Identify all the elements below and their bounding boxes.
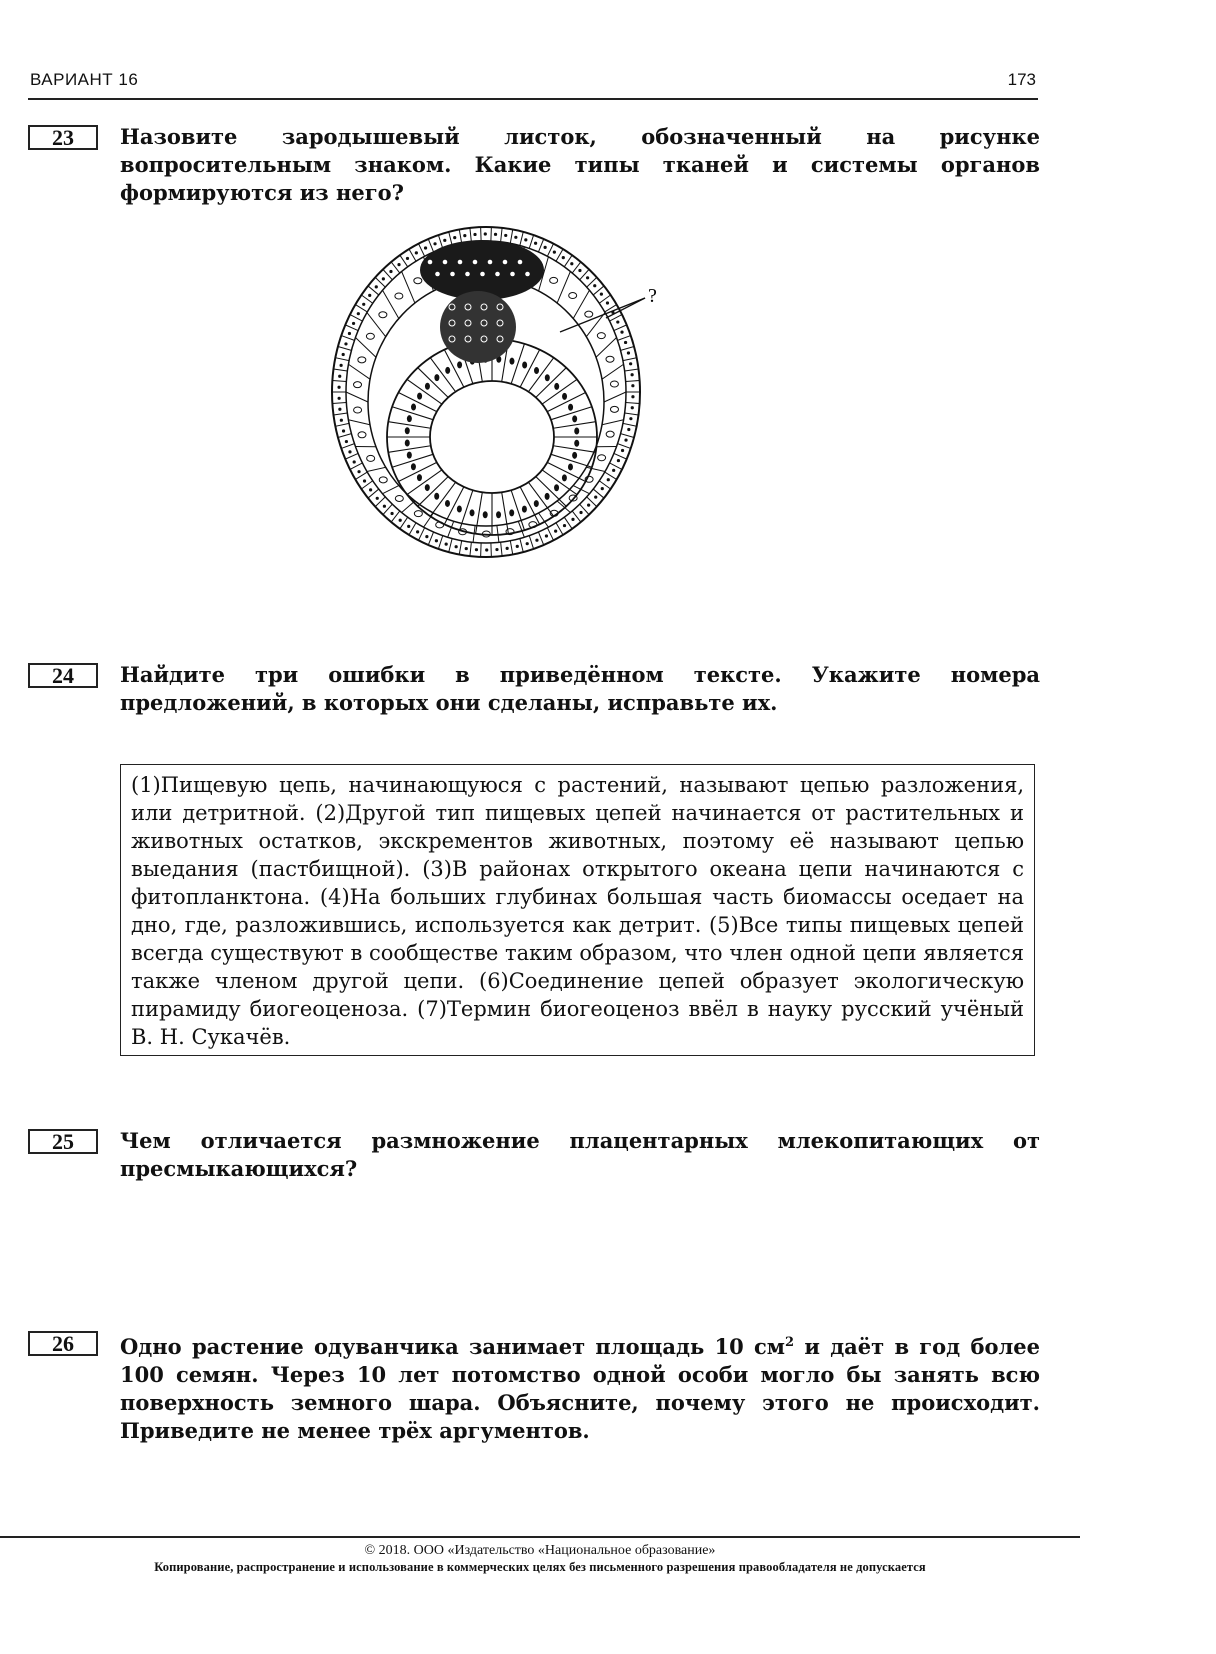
variant-label: ВАРИАНТ 16 (30, 70, 139, 89)
task-number-box: 26 (28, 1331, 98, 1356)
task-number-box: 25 (28, 1129, 98, 1154)
endoderm-layer (387, 339, 597, 535)
task-number-box: 24 (28, 663, 98, 688)
pointer-lines (560, 298, 645, 332)
footer-divider (0, 1536, 1080, 1538)
question-marker: ? (648, 285, 657, 307)
task-text: Найдите три ошибки в приведённом тексте. Укажите номера предложений, в которых они сделаны, исправьте их. (120, 662, 1040, 715)
footer-copyright: © 2018. ООО «Издательство «Национальное образование» (364, 1543, 716, 1558)
page-number: 173 (1007, 70, 1036, 89)
page-header (28, 68, 1038, 100)
excerpt-text: (1)Пищевую цепь, начинающуюся с растений, называют цепью разложения, или детритной. (2)Другой тип пищевых цепей начинается от растительных и животных остатков, экскрементов животных, поэтому её называют цепью выедания (пастбищной). (3)В районах открытого океана цепи начинаются с фитопланктона. (4)На больших глубинах большая часть биомассы оседает на дно, где, разложившись, используется как детрит. (5)Все типы пищевых цепей всегда существуют в сообществе таким образом, что член одной цепи является также членом другой цепи. (6)Соединение цепей образует экологическую пирамиду биогеоценоза. (7)Термин биогеоценоз ввёл в науку русский учёный В. Н. Сукачёв. (131, 773, 1024, 1049)
task-text: Назовите зародышевый листок, обозначенный на рисунке вопросительным знаком. Какие типы тканей и системы органов формируются из него? (120, 124, 1040, 205)
error-text-box (120, 764, 1035, 1056)
embryo-cross-section-drawing (330, 222, 680, 562)
task-number-box: 23 (28, 125, 98, 150)
task-text: Одно растение одуванчика занимает площадь 10 $см^2$ и даёт в год более 100 семян. Через 10 лет потомство одной особи могло бы занять всю поверхность земного шара. Объясните, почему этого не происходит. Приведите не менее трёх аргументов. (120, 1334, 1040, 1443)
footer-notice: Копирование, распространение и использование в коммерческих целях без письменного разрешения правообладателя не допускается (154, 1560, 926, 1574)
notochord (440, 291, 516, 363)
task-text: Чем отличается размножение плацентарных млекопитающих от пресмыкающихся? (120, 1128, 1040, 1181)
neural-tube (420, 240, 544, 300)
embryo-diagram (330, 222, 680, 566)
